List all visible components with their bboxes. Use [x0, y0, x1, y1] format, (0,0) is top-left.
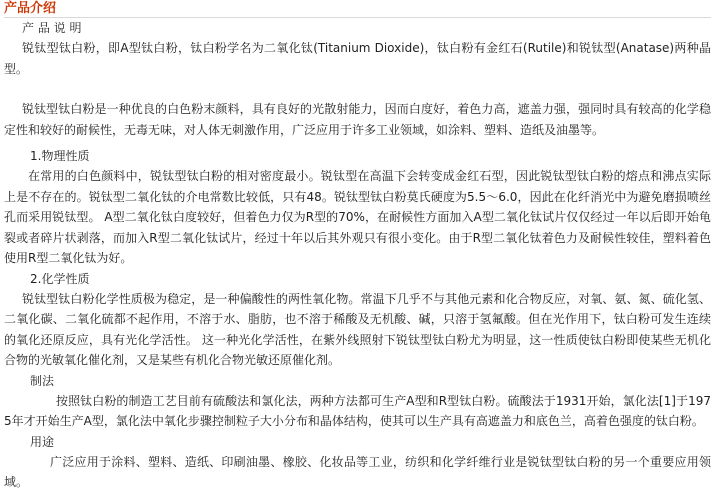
- physical-properties-paragraph: 在常用的白色颜料中，锐钛型钛白粉的相对密度最小。锐钛型在高温下会转变成金红石型，因此锐钛型钛白粉的熔点和沸点实际上是不存在的。锐钛型二氧化钛的介电常数比较低，只有48。锐钛型钛白粉莫氏硬度为5.5～6.0，因此在化纤消光中为避免磨损喷丝孔而采用锐钛型。 A型二氧化钛白度较好，但着色力仅为R型的70%，在耐候性方面加入A型二氧化钛试片仅仅经过一年以后即开始龟裂或者碎片状剥落，而加入R型二氧化钛试片，经过十年以后其外观只有很小变化。由于R型二氧化钛着色力及耐候性较佳，塑料着色使用R型二氧化钛为好。: [4, 169, 711, 265]
- product-description-label: 产 品 说 明: [22, 21, 82, 35]
- usage-heading: 用途: [30, 434, 55, 449]
- chemical-properties-paragraph: 锐钛型钛白粉化学性质极为稳定，是一种偏酸性的两性氧化物。常温下几乎不与其他元素和化合物反应，对氧、氨、氮、硫化氢、二氧化碳、二氧化硫都不起作用，不溶于水、脂肪，也不溶于稀酸及无机酸、碱，只溶于氢氟酸。但在光作用下，钛白粉可发生连续的氧化还原反应，具有光化学活性。 这一种光化学活性，在紫外线照射下锐钛型钛白粉尤为明显，这一性质使钛白粉即使某些无机化合物的光敏氧化催化剂，又是某些有机化合物光敏还原催化剂。: [4, 291, 711, 367]
- spacer: [4, 79, 711, 99]
- page-title: 产品介绍: [4, 0, 711, 18]
- usage-paragraph: 广泛应用于涂料、塑料、造纸、印刷油墨、橡胶、化妆品等工业，纺织和化学纤维行业是锐钛型钛白粉的另一个重要应用领域。: [4, 454, 711, 489]
- physical-properties-heading: 1.物理性质: [30, 149, 90, 163]
- chemical-properties-heading: 2.化学性质: [30, 271, 90, 286]
- process-paragraph: 按照钛白粉的制造工艺目前有硫酸法和氯化法，两种方法都可生产A型和R型钛白粉。硫酸法于1931开始，氯化法[1]于1975年才开始生产A型，氯化法中氧化步骤控制粒子大小分布和晶体结构，使其可以生产具有高遮盖力和底色兰，高着色强度的钛白粉。: [4, 393, 711, 428]
- overview-paragraph: 锐钛型钛白粉是一种优良的白色粉末颜料，具有良好的光散射能力，因而白度好，着色力高，遮盖力强，强同时具有较高的化学稳定性和较好的耐候性，无毒无味，对人体无刺激作用，广泛应用于许多工业领域，如涂料、塑料、造纸及油墨等。: [4, 102, 711, 137]
- intro-paragraph: 锐钛型钛白粉，即A型钛白粉，钛白粉学名为二氧化钛(Titanium Dioxide)，钛白粉有金红石(Rutile)和锐钛型(Anatase)两种晶型。: [4, 41, 711, 76]
- process-heading: 制法: [30, 373, 55, 388]
